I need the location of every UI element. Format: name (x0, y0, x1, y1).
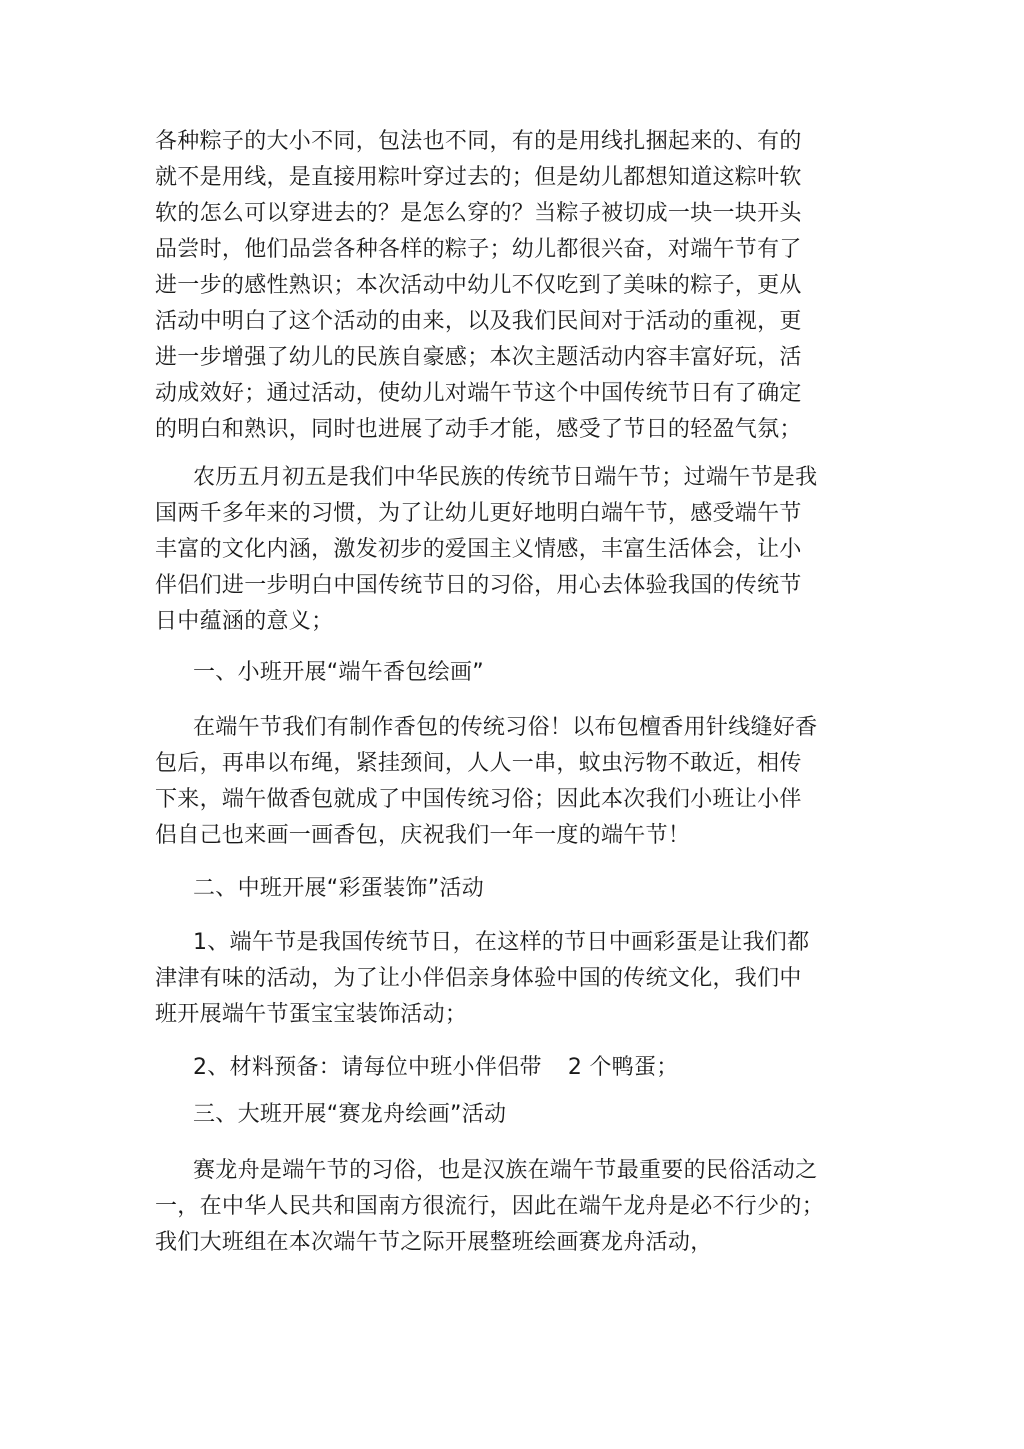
paragraph-dumplings (155, 124, 835, 448)
text-line: 丰富的文化内涵，激发初步的爱国主义情感，丰富生活体会，让小 (155, 537, 802, 562)
text-line: 1、端午节是我国传统节日，在这样的节日中画彩蛋是让我们都 (193, 930, 810, 955)
paragraph-sachet (155, 710, 835, 854)
text-line: 侣自己也来画一画香包，庆祝我们一年一度的端午节！ (155, 823, 691, 848)
heading-text: 二、中班开展“彩蛋装饰”活动 (193, 876, 484, 901)
text-line: 软的怎么可以穿进去的？是怎么穿的？当粽子被切成一块一块开头 (155, 201, 802, 226)
text-line: 伴侣们进一步明白中国传统节日的习俗，用心去体验我国的传统节 (155, 573, 802, 598)
paragraph-materials (155, 1050, 835, 1086)
paragraph-intro (155, 460, 835, 640)
heading-text: 三、大班开展“赛龙舟绘画”活动 (193, 1102, 507, 1127)
text-line: 国两千多年来的习惯，为了让幼儿更好地明白端午节，感受端午节 (155, 501, 802, 526)
materials-count: 2 个鸭蛋； (567, 1055, 679, 1080)
materials-text: 2、材料预备：请每位中班小伴侣带 (193, 1055, 542, 1080)
text-line: 班开展端午节蛋宝宝装饰活动； (155, 1002, 468, 1027)
text-line: 我们大班组在本次端午节之际开展整班绘画赛龙舟活动， (155, 1230, 713, 1255)
text-line: 进一步增强了幼儿的民族自豪感；本次主题活动内容丰富好玩，活 (155, 345, 802, 370)
text-line (155, 1050, 835, 1086)
text-line: 赛龙舟是端午节的习俗，也是汉族在端午节最重要的民俗活动之 (193, 1158, 818, 1183)
text-line: 的明白和熟识，同时也进展了动手才能，感受了节日的轻盈气氛； (155, 417, 802, 442)
section-heading-small-class (155, 655, 835, 691)
paragraph-egg-decoration (155, 925, 835, 1033)
text-line: 包后，再串以布绳，紧挂颈间，人人一串，蚊虫污物不敢近，相传 (155, 751, 802, 776)
section-heading-large-class (155, 1097, 835, 1133)
text-line: 在端午节我们有制作香包的传统习俗！以布包檀香用针线缝好香 (193, 715, 818, 740)
text-line: 品尝时，他们品尝各种各样的粽子；幼儿都很兴奋，对端午节有了 (155, 237, 802, 262)
paragraph-dragon-boat (155, 1153, 835, 1261)
heading-text: 一、小班开展“端午香包绘画” (193, 660, 484, 685)
text-line: 动成效好；通过活动，使幼儿对端午节这个中国传统节日有了确定 (155, 381, 802, 406)
text-line: 各种粽子的大小不同，包法也不同，有的是用线扎捆起来的、有的 (155, 129, 802, 154)
text-line: 日中蕴涵的意义； (155, 609, 334, 634)
text-line: 进一步的感性熟识；本次活动中幼儿不仅吃到了美味的粽子，更从 (155, 273, 802, 298)
text-line: 津津有味的活动，为了让小伴侣亲身体验中国的传统文化，我们中 (155, 966, 802, 991)
text-line: 一，在中华人民共和国南方很流行，因此在端午龙舟是必不行少的； (155, 1194, 825, 1219)
text-line: 农历五月初五是我们中华民族的传统节日端午节；过端午节是我 (193, 465, 818, 490)
text-line: 下来，端午做香包就成了中国传统习俗；因此本次我们小班让小伴 (155, 787, 802, 812)
text-line: 活动中明白了这个活动的由来，以及我们民间对于活动的重视，更 (155, 309, 802, 334)
section-heading-middle-class (155, 871, 835, 907)
text-line: 就不是用线，是直接用粽叶穿过去的；但是幼儿都想知道这粽叶软 (155, 165, 802, 190)
